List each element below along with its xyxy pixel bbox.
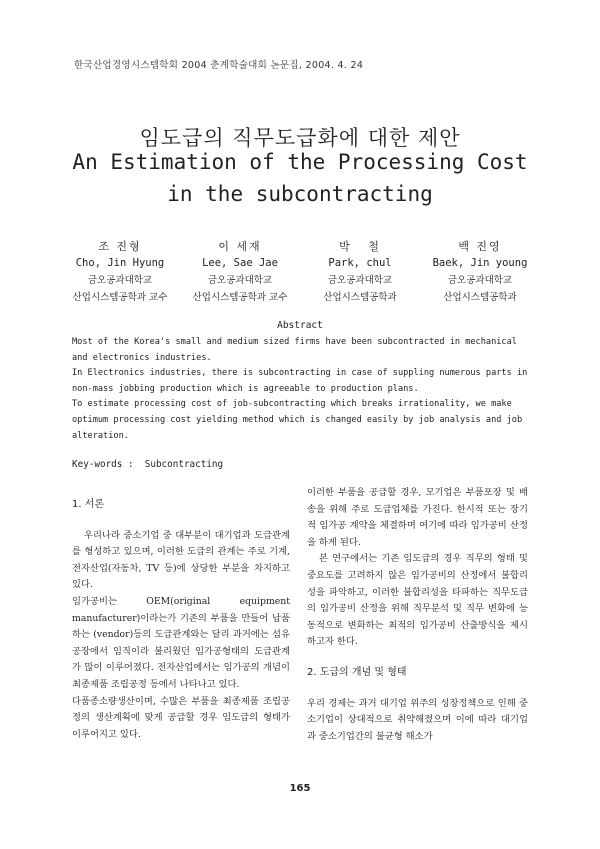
- author-name-ko: 박 철: [339, 240, 381, 253]
- body-paragraph: 다품종소량생산이며, 수많은 부품을 최종제품 조립공정의 생산계획에 맞게 공급할 경우 임도급의 형태가 이루어지고 있다.: [72, 695, 290, 740]
- body-paragraph: 임가공비는 OEM(original equipment manufacturer)이라는가 기존의 부품을 만들어 납품하는 (vendor)등의 도급관계와는 달리 과거에는 섬유공장에서 임직이라 불리웠던 임가공형태의 도급관계가 많이 이루어졌다. 전자산업에서는 임가공의 개념이 최종제품 조립공정 등에서 나타나고 있다.: [72, 595, 290, 690]
- author-2: [180, 238, 300, 306]
- author-3: [300, 238, 420, 306]
- body-paragraph: 본 연구에서는 기존 임도급의 경우 직무의 형태 및 중요도를 고려하지 않은 임가공비의 산정에서 불합리성을 파악하고, 이러한 불합리성을 타파하는 직무도급의 임가공비 산정을 위해 직무분석 및 직무 변화에 능동적으로 변화하는 최적의 임가공비 산출방식을 제시하고자 한다.: [307, 553, 528, 648]
- author-4: [420, 238, 540, 306]
- author-name-en: Park, chul: [328, 257, 392, 269]
- proceedings-header: 한국산업경영시스템학회 2004 춘계학술대회 논문집, 2004. 4. 24: [74, 60, 364, 71]
- author-1: [60, 238, 180, 306]
- keywords: Key-words : Subcontracting: [72, 459, 224, 470]
- author-department: 산업시스템공학과 교수: [72, 292, 168, 303]
- section-heading-introduction: 1. 서론: [72, 499, 105, 510]
- right-column: [307, 485, 528, 745]
- title-english-line2: in the subcontracting: [167, 182, 433, 206]
- author-department: 산업시스템공학과 교수: [192, 292, 288, 303]
- abstract-body: [72, 335, 532, 444]
- author-name-ko: 백 진영: [458, 240, 502, 253]
- author-affiliation: 금오공과대학교: [327, 275, 393, 286]
- author-department: 산업시스템공학과: [323, 292, 397, 303]
- abstract-paragraph: In Electronics industries, there is subcontracting in case of suppling numerous parts in non-mass jobbing production which is agreeable to production plans.: [72, 368, 528, 394]
- author-name-en: Lee, Sae Jae: [202, 257, 278, 269]
- author-name-ko: 조 진형: [98, 240, 142, 253]
- abstract-heading: Abstract: [277, 320, 323, 331]
- author-affiliation: 금오공과대학교: [447, 275, 513, 286]
- author-name-en: Cho, Jin Hyung: [75, 257, 165, 269]
- abstract-paragraph: Most of the Korea's small and medium sized firms have been subcontracted in mechanical and electronics industries.: [72, 337, 517, 363]
- title-korean: 임도급의 직무도급화에 대한 제안: [139, 126, 461, 150]
- abstract-paragraph: To estimate processing cost of job-subcontracting which breaks irrationality, we make optimum processing cost yielding method which is changed easily by job analysis and job alteration.: [72, 399, 523, 441]
- title-english-line1: An Estimation of the Processing Cost: [72, 150, 528, 174]
- body-paragraph: 우리나라 중소기업 중 대부분이 대기업과 도급관계를 형성하고 있으며, 이러한 도급의 관계는 주로 기계, 전자산업(자동차, TV 등)에 상당한 부분을 차지하고 있다.: [72, 529, 290, 591]
- author-list: [60, 238, 540, 306]
- author-affiliation: 금오공과대학교: [207, 275, 273, 286]
- author-name-en: Baek, Jin young: [432, 257, 528, 269]
- author-affiliation: 금오공과대학교: [87, 275, 153, 286]
- author-name-ko: 이 세재: [218, 240, 262, 253]
- section-heading-concept: 2. 도급의 개념 및 형태: [307, 666, 407, 678]
- body-paragraph: 이러한 부품을 공급할 경우, 모기업은 부품포장 및 배송을 위해 주로 도급업체를 가진다. 한시적 또는 장기적 임가공 계약을 체결하며 여기에 따라 임가공비 산정을 하게 된다.: [307, 487, 528, 548]
- left-column: [72, 485, 290, 743]
- page-number: 165: [289, 783, 311, 794]
- body-paragraph: 우리 경제는 과거 대기업 위주의 성장정책으로 인해 중소기업이 상대적으로 취약해졌으며 이에 따라 대기업과 중소기업간의 불균형 해소가: [307, 697, 528, 742]
- author-department: 산업시스템공학과: [443, 292, 517, 303]
